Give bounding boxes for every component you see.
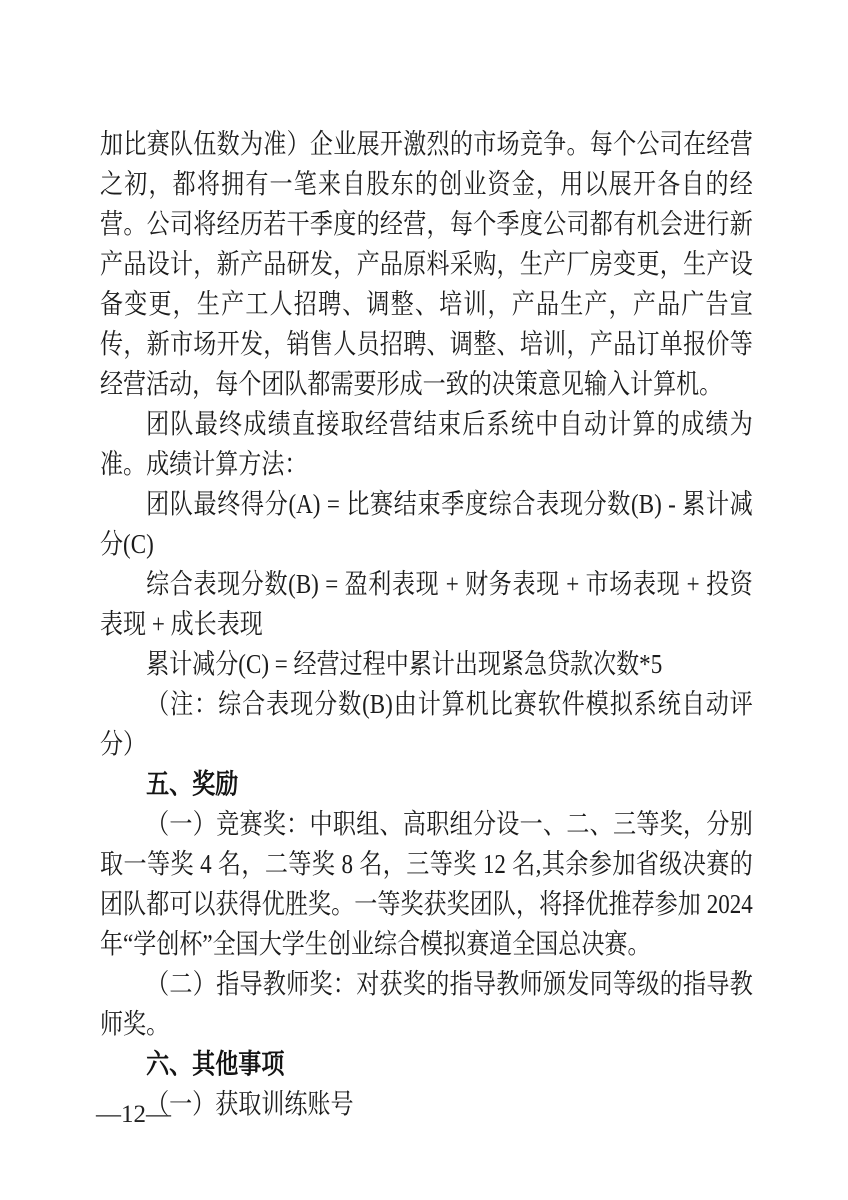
paragraph-formula-total-score: 团队最终得分(A) = 比赛结束季度综合表现分数(B) - 累计减分(C) — [100, 488, 753, 559]
paragraph-scoring-intro: 团队最终成绩直接取经营结束后系统中自动计算的成绩为准。成绩计算方法： — [100, 408, 753, 479]
paragraph-scoring-note: （注：综合表现分数(B)由计算机比赛软件模拟系统自动评分） — [100, 688, 753, 759]
paragraph-formula-deduction: 累计减分(C) = 经营过程中累计出现紧急贷款次数*5 — [146, 648, 663, 679]
paragraph-intro-continued: 加比赛队伍数为准）企业展开激烈的市场竞争。每个公司在经营之初，都将拥有一笔来自股东的创业资金，用以展开各自的经营。公司将经历若干季度的经营，每个季度公司都有机会进行新产品设计，新产品研发，产品原料采购，生产厂房变更，生产设备变更，生产工人招聘、调整、培训，产品生产，产品广告宣传，新市场开发，销售人员招聘、调整、培训，产品订单报价等经营活动，每个团队都需要形成一致的决策意见输入计算机。 — [100, 128, 753, 399]
paragraph-advisor-award: （二）指导教师奖：对获奖的指导教师颁发同等级的指导教师奖。 — [100, 968, 753, 1039]
document-body — [100, 124, 753, 1124]
paragraph-training-account: （一）获取训练账号 — [146, 1088, 354, 1119]
paragraph-formula-composite-score: 综合表现分数(B) = 盈利表现 + 财务表现 + 市场表现 + 投资表现 + 成长表现 — [100, 568, 753, 639]
section-heading-awards: 五、奖励 — [146, 768, 239, 799]
paragraph-competition-award: （一）竞赛奖：中职组、高职组分设一、二、三等奖，分别取一等奖 4 名，二等奖 8 名，三等奖 12 名,其余参加省级决赛的团队都可以获得优胜奖。一等奖获奖团队，将择优推荐参加 2024 年“学创杯”全国大学生创业综合模拟赛道全国总决赛。 — [100, 808, 753, 959]
section-heading-other-items: 六、其他事项 — [146, 1048, 285, 1079]
page-number: —12— — [96, 1101, 171, 1128]
